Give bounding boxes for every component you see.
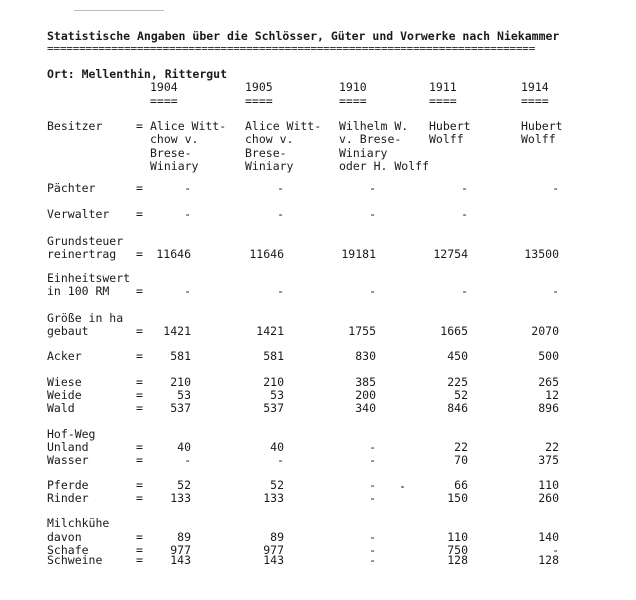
table-cell: 143 bbox=[263, 553, 284, 567]
row-label: davon bbox=[47, 530, 82, 544]
year-header: 1911 bbox=[429, 80, 457, 94]
equals-sign: = bbox=[136, 478, 143, 492]
row-label: Einheitswert bbox=[47, 271, 131, 285]
equals-sign: = bbox=[136, 491, 143, 505]
table-cell: - bbox=[277, 453, 284, 467]
location-heading: Ort: Mellenthin, Rittergut bbox=[47, 67, 228, 81]
equals-sign: = bbox=[136, 181, 143, 195]
table-cell: 750 bbox=[447, 543, 468, 557]
table-cell: - bbox=[369, 530, 376, 544]
table-cell: 19181 bbox=[341, 247, 376, 261]
table-cell: 1755 bbox=[348, 324, 376, 338]
table-cell: 150 bbox=[447, 491, 468, 505]
row-label: Wiese bbox=[47, 375, 82, 389]
table-cell: 537 bbox=[170, 401, 191, 415]
table-cell: 2070 bbox=[531, 324, 559, 338]
table-cell: 11646 bbox=[249, 247, 284, 261]
year-underline: ==== bbox=[245, 94, 273, 108]
row-label: Schafe bbox=[47, 543, 89, 557]
owner-1914: Hubert Wolff bbox=[521, 119, 563, 147]
equals-sign: = bbox=[136, 284, 143, 298]
table-cell: 977 bbox=[170, 543, 191, 557]
table-cell: - bbox=[552, 284, 559, 298]
table-cell: 450 bbox=[447, 349, 468, 363]
table-cell: - bbox=[277, 284, 284, 298]
table-cell: 385 bbox=[355, 375, 376, 389]
table-cell: 830 bbox=[355, 349, 376, 363]
table-cell: 210 bbox=[263, 375, 284, 389]
table-cell: 22 bbox=[545, 440, 559, 454]
table-cell: 12754 bbox=[433, 247, 468, 261]
equals-sign: = bbox=[136, 543, 143, 557]
table-cell: 110 bbox=[447, 530, 468, 544]
equals-sign: = bbox=[136, 553, 143, 567]
table-cell: - bbox=[184, 181, 191, 195]
year-header: 1905 bbox=[245, 80, 273, 94]
table-cell: 977 bbox=[263, 543, 284, 557]
scan-mark bbox=[74, 10, 164, 11]
row-label: Rinder bbox=[47, 491, 89, 505]
equals-sign: = bbox=[136, 388, 143, 402]
table-cell: - bbox=[369, 207, 376, 221]
table-cell: - bbox=[461, 181, 468, 195]
row-label-line2: in 100 RM bbox=[47, 284, 110, 298]
table-cell: 846 bbox=[447, 401, 468, 415]
table-cell: 581 bbox=[263, 349, 284, 363]
row-label: Wasser bbox=[47, 453, 89, 467]
table-cell: 128 bbox=[538, 553, 559, 567]
table-cell: - bbox=[369, 181, 376, 195]
table-cell: 1665 bbox=[440, 324, 468, 338]
table-cell: 210 bbox=[170, 375, 191, 389]
year-underline: ==== bbox=[150, 94, 178, 108]
table-cell: 89 bbox=[177, 530, 191, 544]
row-label: Unland bbox=[47, 440, 89, 454]
title-double-rule: ============================================================================ bbox=[47, 42, 536, 55]
equals-sign: = bbox=[136, 375, 143, 389]
table-cell: 66 bbox=[454, 478, 468, 492]
document-title: Statistische Angaben über die Schlösser, Güter und Vorwerke nach Niekammer bbox=[47, 29, 560, 43]
table-cell: 340 bbox=[355, 401, 376, 415]
table-cell: - bbox=[369, 553, 376, 567]
table-cell: 375 bbox=[538, 453, 559, 467]
table-cell: 70 bbox=[454, 453, 468, 467]
equals-sign: = bbox=[136, 453, 143, 467]
table-cell: - bbox=[552, 181, 559, 195]
table-cell: 581 bbox=[170, 349, 191, 363]
table-cell: - bbox=[369, 543, 376, 557]
table-cell: - bbox=[277, 207, 284, 221]
table-cell: - bbox=[369, 491, 376, 505]
table-cell: 12 bbox=[545, 388, 559, 402]
equals-sign: = bbox=[136, 440, 143, 454]
equals-sign: = bbox=[136, 207, 143, 221]
table-cell: 52 bbox=[270, 478, 284, 492]
table-cell: 500 bbox=[538, 349, 559, 363]
table-cell: - bbox=[277, 181, 284, 195]
owner-1905: Alice Witt- chow v. Brese- Winiary bbox=[245, 119, 322, 173]
table-cell: - bbox=[184, 284, 191, 298]
row-label: Milchkühe bbox=[47, 516, 110, 530]
table-cell: 40 bbox=[270, 440, 284, 454]
table-cell: 265 bbox=[538, 375, 559, 389]
table-cell: 1421 bbox=[163, 324, 191, 338]
equals-sign: = bbox=[136, 324, 143, 338]
table-cell: - bbox=[184, 453, 191, 467]
table-cell: 537 bbox=[263, 401, 284, 415]
table-cell: 52 bbox=[177, 478, 191, 492]
row-label: Verwalter bbox=[47, 207, 110, 221]
table-cell: - bbox=[184, 207, 191, 221]
row-label: Grundsteuer bbox=[47, 234, 124, 248]
table-cell: 133 bbox=[170, 491, 191, 505]
row-label: Weide bbox=[47, 388, 82, 402]
table-cell: - bbox=[369, 440, 376, 454]
table-cell: 13500 bbox=[524, 247, 559, 261]
table-cell: 89 bbox=[270, 530, 284, 544]
row-label-line2: reinertrag bbox=[47, 247, 117, 261]
table-cell: 110 bbox=[538, 478, 559, 492]
owner-1904: Alice Witt- chow v. Brese- Winiary bbox=[150, 119, 227, 173]
row-label: Acker bbox=[47, 349, 82, 363]
equals-sign: = bbox=[136, 349, 143, 363]
row-label: Hof-Weg bbox=[47, 427, 96, 441]
equals-sign: = bbox=[136, 119, 143, 133]
table-cell: 1421 bbox=[256, 324, 284, 338]
table-cell: - bbox=[369, 478, 376, 492]
table-cell: - bbox=[369, 453, 376, 467]
year-underline: ==== bbox=[521, 94, 549, 108]
table-cell: 53 bbox=[270, 388, 284, 402]
year-header: 1910 bbox=[339, 80, 367, 94]
row-label-owner: Besitzer bbox=[47, 119, 103, 133]
table-cell: 40 bbox=[177, 440, 191, 454]
table-cell: 225 bbox=[447, 375, 468, 389]
year-underline: ==== bbox=[429, 94, 457, 108]
table-cell: 133 bbox=[263, 491, 284, 505]
table-cell: 11646 bbox=[156, 247, 191, 261]
row-label-line2: gebaut bbox=[47, 324, 89, 338]
table-cell: - bbox=[461, 207, 468, 221]
table-cell: - bbox=[552, 543, 559, 557]
equals-sign: = bbox=[136, 401, 143, 415]
row-label: Pächter bbox=[47, 181, 96, 195]
equals-sign: = bbox=[136, 247, 143, 261]
row-label: Wald bbox=[47, 401, 75, 415]
row-label: Größe in ha bbox=[47, 311, 124, 325]
row-label: Pferde bbox=[47, 478, 89, 492]
table-cell: 200 bbox=[355, 388, 376, 402]
table-cell: 52 bbox=[454, 388, 468, 402]
owner-1910: Wilhelm W. v. Brese- Winiary oder H. Wolff bbox=[339, 119, 430, 173]
owner-1911: Hubert Wolff bbox=[429, 119, 471, 147]
year-header: 1914 bbox=[521, 80, 549, 94]
table-cell: 260 bbox=[538, 491, 559, 505]
equals-sign: = bbox=[136, 530, 143, 544]
year-header: 1904 bbox=[150, 80, 178, 94]
table-cell: - bbox=[461, 284, 468, 298]
table-cell: 53 bbox=[177, 388, 191, 402]
scan-speck bbox=[401, 486, 404, 488]
table-cell: 140 bbox=[538, 530, 559, 544]
table-cell: 143 bbox=[170, 553, 191, 567]
row-label: Schweine bbox=[47, 553, 103, 567]
table-cell: 128 bbox=[447, 553, 468, 567]
table-cell: - bbox=[369, 284, 376, 298]
table-cell: 22 bbox=[454, 440, 468, 454]
year-underline: ==== bbox=[339, 94, 367, 108]
table-cell: 896 bbox=[538, 401, 559, 415]
